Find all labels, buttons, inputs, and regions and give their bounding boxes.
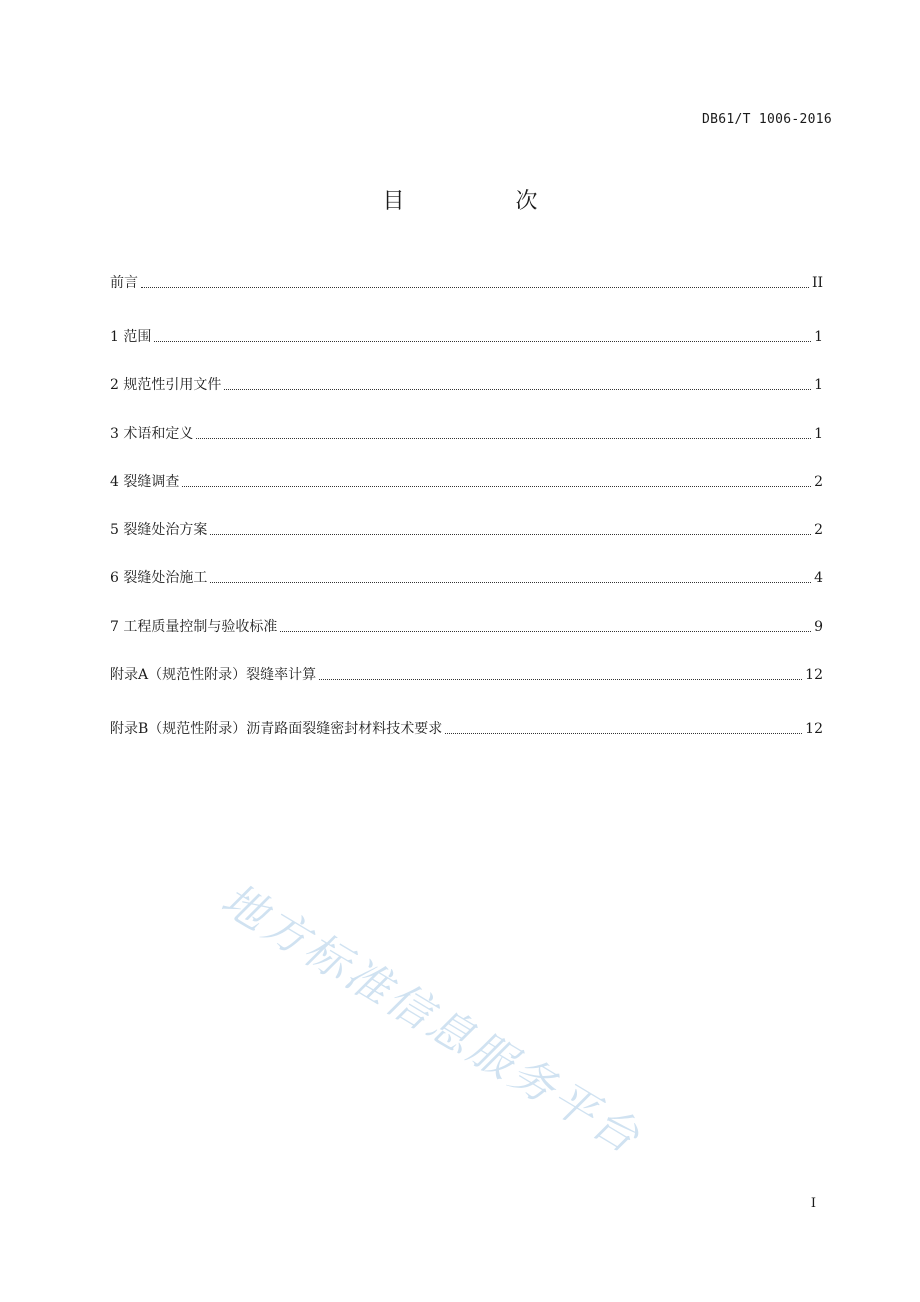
document-code: DB61/T 1006-2016 (701, 112, 832, 127)
dot-leader (210, 582, 811, 583)
toc-entry-label: 附录A（规范性附录）裂缝率计算 (110, 667, 317, 683)
toc-entry-page: 4 (814, 570, 823, 586)
dot-leader (280, 631, 811, 632)
toc-entry-label: 4 裂缝调查 (110, 474, 180, 490)
watermark: 地方标准信息服务平台 (212, 873, 651, 1165)
toc-entry-treatment-plan[interactable] (110, 520, 823, 540)
toc-entry-crack-survey[interactable] (110, 472, 823, 492)
page-number: I (810, 1196, 816, 1211)
toc-entry-label: 2 规范性引用文件 (110, 377, 222, 393)
dot-leader (224, 389, 811, 390)
dot-leader (210, 534, 811, 535)
dot-leader (154, 341, 811, 342)
toc-entry-label: 6 裂缝处治施工 (110, 570, 208, 586)
toc-entry-page: 9 (814, 619, 823, 635)
toc-entry-page: 12 (805, 721, 823, 737)
toc-entry-appendix-a[interactable] (110, 665, 823, 685)
toc-entry-label: 1 范围 (110, 329, 152, 345)
dot-leader (182, 486, 811, 487)
dot-leader (141, 287, 809, 288)
toc-entry-page: 12 (805, 667, 823, 683)
toc-entry-label: 5 裂缝处治方案 (110, 522, 208, 538)
dot-leader (319, 679, 802, 680)
toc-entry-quality-control[interactable] (110, 617, 823, 637)
toc-entry-label: 3 术语和定义 (110, 426, 194, 442)
toc-entry-normative-references[interactable] (110, 375, 823, 395)
toc-entry-label: 7 工程质量控制与验收标准 (110, 619, 278, 635)
toc-entry-terms-definitions[interactable] (110, 424, 823, 444)
toc-entry-page: II (811, 275, 823, 291)
toc-entry-page: 2 (814, 474, 823, 490)
toc-entry-label: 附录B（规范性附录）沥青路面裂缝密封材料技术要求 (110, 721, 443, 737)
toc-entry-label: 前言 (110, 275, 138, 291)
dot-leader (196, 438, 811, 439)
toc-entry-page: 1 (814, 377, 823, 393)
toc-entry-page: 1 (814, 329, 823, 345)
toc-entry-page: 2 (814, 522, 823, 538)
toc-entry-treatment-construction[interactable] (110, 568, 823, 588)
toc-entry-preface[interactable] (110, 273, 823, 293)
toc-entry-appendix-b[interactable] (110, 719, 823, 739)
toc-entry-page: 1 (814, 426, 823, 442)
toc-title: 目 次 (382, 189, 590, 214)
toc-entry-scope[interactable] (110, 327, 823, 347)
dot-leader (445, 733, 802, 734)
